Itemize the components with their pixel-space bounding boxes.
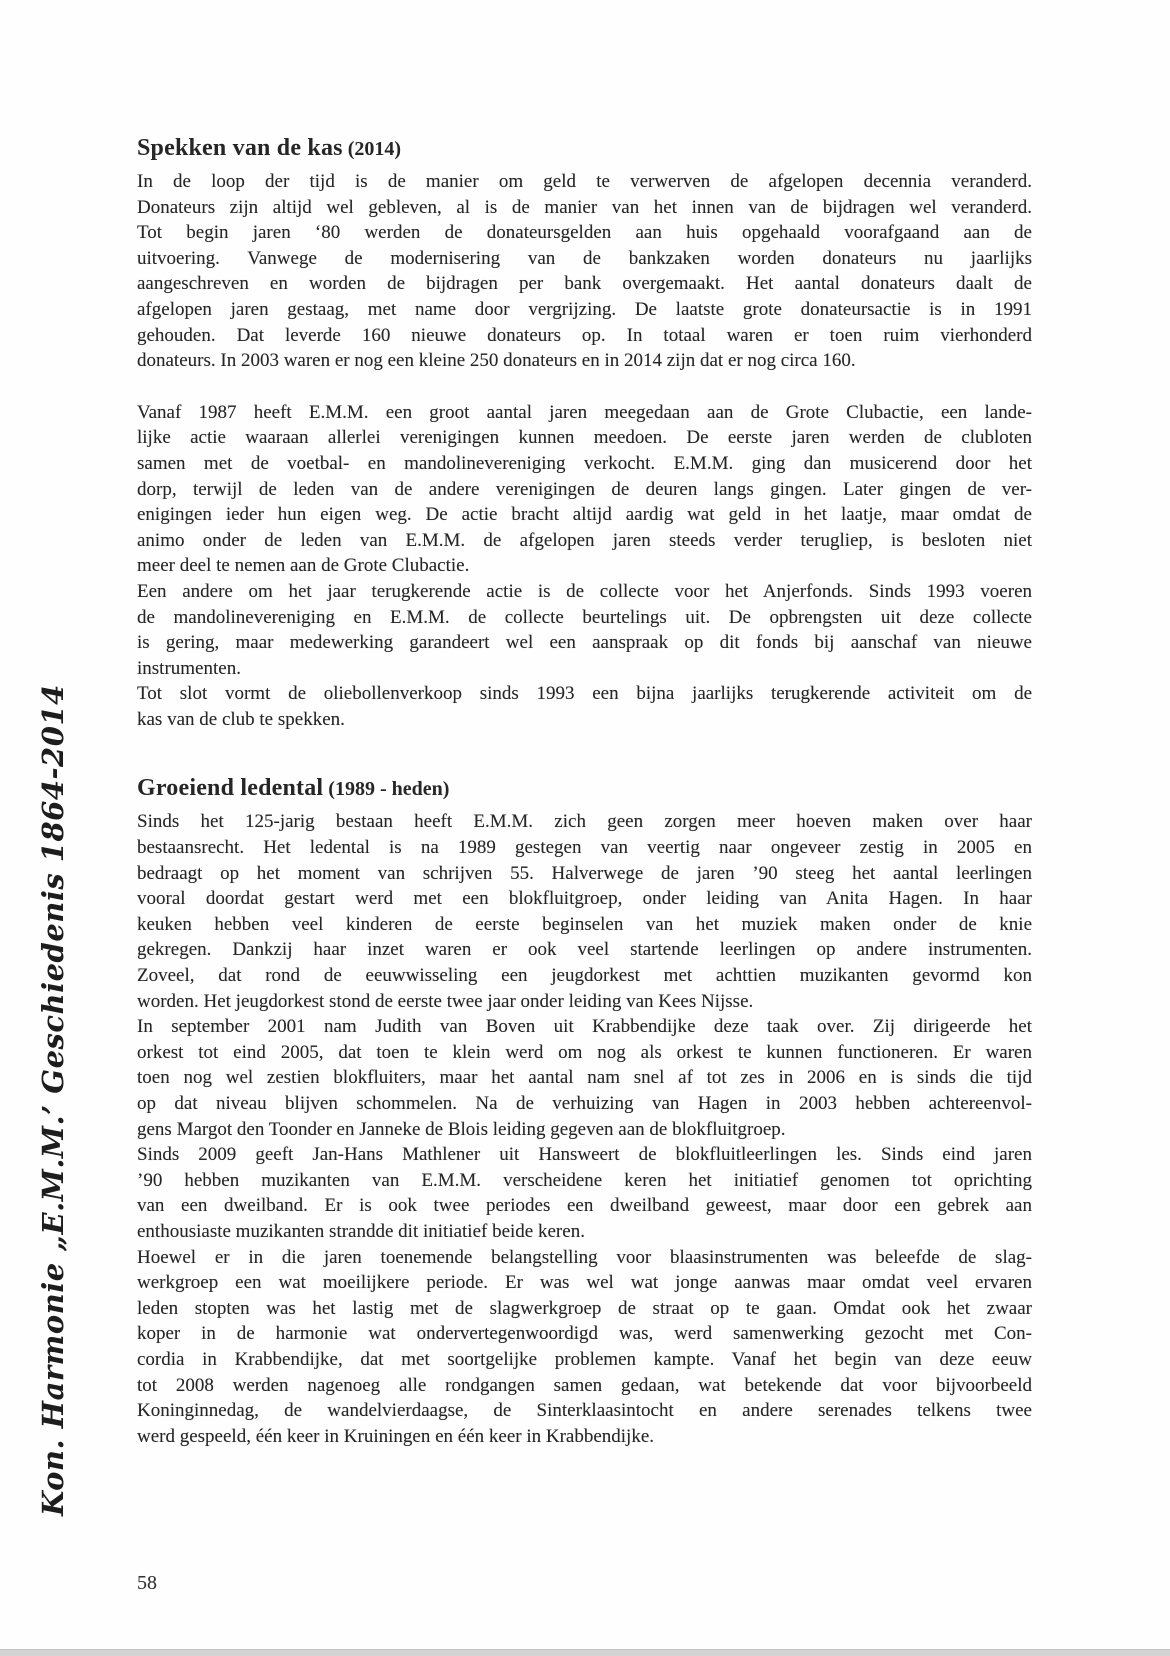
text-line: bestaansrecht. Het ledental is na 1989 gestegen van veertig naar ongeveer zestig in 2005 en (137, 837, 1032, 859)
text-line: Zoveel, dat rond de eeuwwisseling een jeugdorkest met achttien muzikanten gevormd kon (137, 965, 1032, 987)
text-line: Tot begin jaren ‘80 werden de donateursgelden aan huis opgehaald voorafgaand aan de (137, 222, 1032, 244)
paragraph (137, 579, 1032, 681)
section-heading-suffix: (1989 - heden) (323, 778, 450, 801)
window-bottom-scrollbar[interactable] (0, 1649, 1170, 1656)
text-line: enigingen ieder hun eigen weg. De actie bracht altijd aardig wat geld in het laatje, maar omdat de (137, 504, 1032, 526)
text-line: gens Margot den Toonder en Janneke de Blois leiding gegeven aan de blokfluitgroep. (137, 1118, 786, 1140)
paragraph (137, 1142, 1032, 1244)
text-line: gekregen. Dankzij haar inzet waren er ook veel startende leerlingen op andere instrumenten. (137, 939, 1032, 961)
text-line: Tot slot vormt de oliebollenverkoop sinds 1993 een bijna jaarlijks terugkerende activiteit om de (137, 683, 1032, 705)
text-line: is gering, maar medewerking garandeert wel een aanspraak op dit fonds bij aanschaf van nieuwe (137, 632, 1032, 654)
section-heading-title: Groeiend ledental (137, 775, 324, 802)
paragraph (137, 1245, 1032, 1450)
text-line: Sinds 2009 geeft Jan-Hans Mathlener uit Hansweert de blokfluitleerlingen les. Sinds eind jaren (137, 1144, 1032, 1166)
page-content (137, 132, 1032, 1449)
text-line: Een andere om het jaar terugkerende actie is de collecte voor het Anjerfonds. Sinds 1993 voeren (137, 580, 1032, 602)
text-line: werkgroep een wat moeilijkere periode. Er was wel wat jonge aanwas maar omdat veel ervaren (137, 1272, 1032, 1294)
text-line: worden. Het jeugdorkest stond de eerste twee jaar onder leiding van Kees Nijsse. (137, 990, 754, 1012)
text-line: donateurs. In 2003 waren er nog een kleine 250 donateurs en in 2014 zijn dat er nog circa 160. (137, 350, 856, 372)
text-line: Vanaf 1987 heeft E.M.M. een groot aantal jaren meegedaan aan de Grote Clubactie, een lande- (137, 401, 1032, 423)
text-line: keuken hebben veel kinderen de eerste beginselen van het muziek maken onder de knie (137, 913, 1032, 935)
text-line: Koninginnedag, de wandelvierdaagse, de Sinterklaasintocht en andere serenades telkens twee (137, 1400, 1032, 1422)
section-heading (137, 132, 1032, 165)
text-line: leden stopten was het lastig met de slagwerkgroep de straat op te gaan. Omdat ook het zwaar (137, 1297, 1032, 1319)
paragraph (137, 400, 1032, 579)
text-line: werd gespeeld, één keer in Kruiningen en één keer in Krabbendijke. (137, 1425, 655, 1447)
paragraph (137, 809, 1032, 1014)
text-line: In de loop der tijd is de manier om geld te verwerven de afgelopen decennia veranderd. (137, 171, 1032, 192)
text-line: orkest tot eind 2005, dat toen te klein werd om nog als orkest te kunnen functioneren. Er waren (137, 1041, 1032, 1063)
text-line: lijke actie waaraan allerlei verenigingen kunnen meedoen. De eerste jaren werden de clubloten (137, 427, 1032, 449)
section-heading-title: Spekken van de kas (137, 135, 343, 161)
paragraph (137, 169, 1032, 374)
text-line: toen nog wel zestien blokfluiters, maar het aantal nam snel af tot zes in 2006 en is sinds die tijd (137, 1067, 1032, 1089)
text-line: animo onder de leden van E.M.M. de afgelopen jaren steeds verder terugliep, is besloten niet (137, 529, 1032, 551)
page-number: 58 (137, 1572, 157, 1594)
text-line: Sinds het 125-jarig bestaan heeft E.M.M. zich geen zorgen meer hoeven maken over haar (137, 811, 1032, 833)
text-line: meer deel te nemen aan de Grote Clubactie. (137, 555, 470, 577)
text-line: de mandolinevereniging en E.M.M. de collecte beurtelings uit. De opbrengsten uit deze collecte (137, 606, 1032, 628)
text-line: gehouden. Dat leverde 160 nieuwe donateurs op. In totaal waren er toen ruim vierhonderd (137, 324, 1032, 346)
text-line: In september 2001 nam Judith van Boven uit Krabbendijke deze taak over. Zij dirigeerde het (137, 1016, 1032, 1038)
text-line: tot 2008 werden nagenoeg alle rondgangen samen gedaan, wat betekende dat voor bijvoorbeeld (137, 1374, 1032, 1396)
text-line: bedraagt op het moment van schrijven 55. Halverwege de jaren ’90 steeg het aantal leerlingen (137, 862, 1032, 884)
section-heading-suffix: (2014) (342, 138, 402, 160)
text-line: Donateurs zijn altijd wel gebleven, al is de manier van het innen van de bijdragen wel veranderd. (137, 196, 1032, 218)
paragraph (137, 681, 1032, 732)
text-line: van een dweilband. Er is ook twee periodes een dweilband geweest, maar door een gebrek aan (137, 1195, 1032, 1217)
paragraph (137, 1014, 1032, 1142)
text-line: koper in de harmonie wat ondervertegenwoordigd was, werd samenwerking gezocht met Con- (137, 1323, 1032, 1345)
text-line: afgelopen jaren gestaag, met name door vergrijzing. De laatste grote donateursactie is in 1991 (137, 298, 1032, 320)
text-line: dorp, terwijl de leden van de andere verenigingen de deuren langs gingen. Later gingen de ver- (137, 478, 1032, 500)
text-line: samen met de voetbal- en mandolinevereniging verkocht. E.M.M. ging dan musicerend door het (137, 452, 1032, 474)
text-line: Hoewel er in die jaren toenemende belangstelling voor blaasinstrumenten was beleefde de slag- (137, 1246, 1032, 1268)
text-line: aangeschreven en worden de bijdragen per bank overgemaakt. Het aantal donateurs daalt de (137, 273, 1032, 295)
section-heading (137, 772, 1032, 805)
text-line: vooral doordat gestart werd met een blokfluitgroep, onder leiding van Anita Hagen. In haar (137, 888, 1032, 910)
spine-title: Kon. Harmonie „E.M.M.’ Geschiedenis 1864-2014 (36, 684, 70, 1516)
text-line: enthousiaste muzikanten strandde dit initiatief beide keren. (137, 1220, 585, 1242)
text-line: kas van de club te spekken. (137, 708, 345, 730)
text-line: ’90 hebben muzikanten van E.M.M. verscheidene keren het initiatief genomen tot oprichting (137, 1169, 1032, 1191)
text-line: op dat niveau blijven schommelen. Na de verhuizing van Hagen in 2003 hebben achtereenvol- (137, 1093, 1032, 1114)
text-line: cordia in Krabbendijke, dat met soortgelijke problemen kampte. Vanaf het begin van deze eeuw (137, 1348, 1032, 1370)
text-line: uitvoering. Vanwege de modernisering van de bankzaken worden donateurs nu jaarlijks (137, 247, 1032, 269)
text-line: instrumenten. (137, 657, 241, 679)
